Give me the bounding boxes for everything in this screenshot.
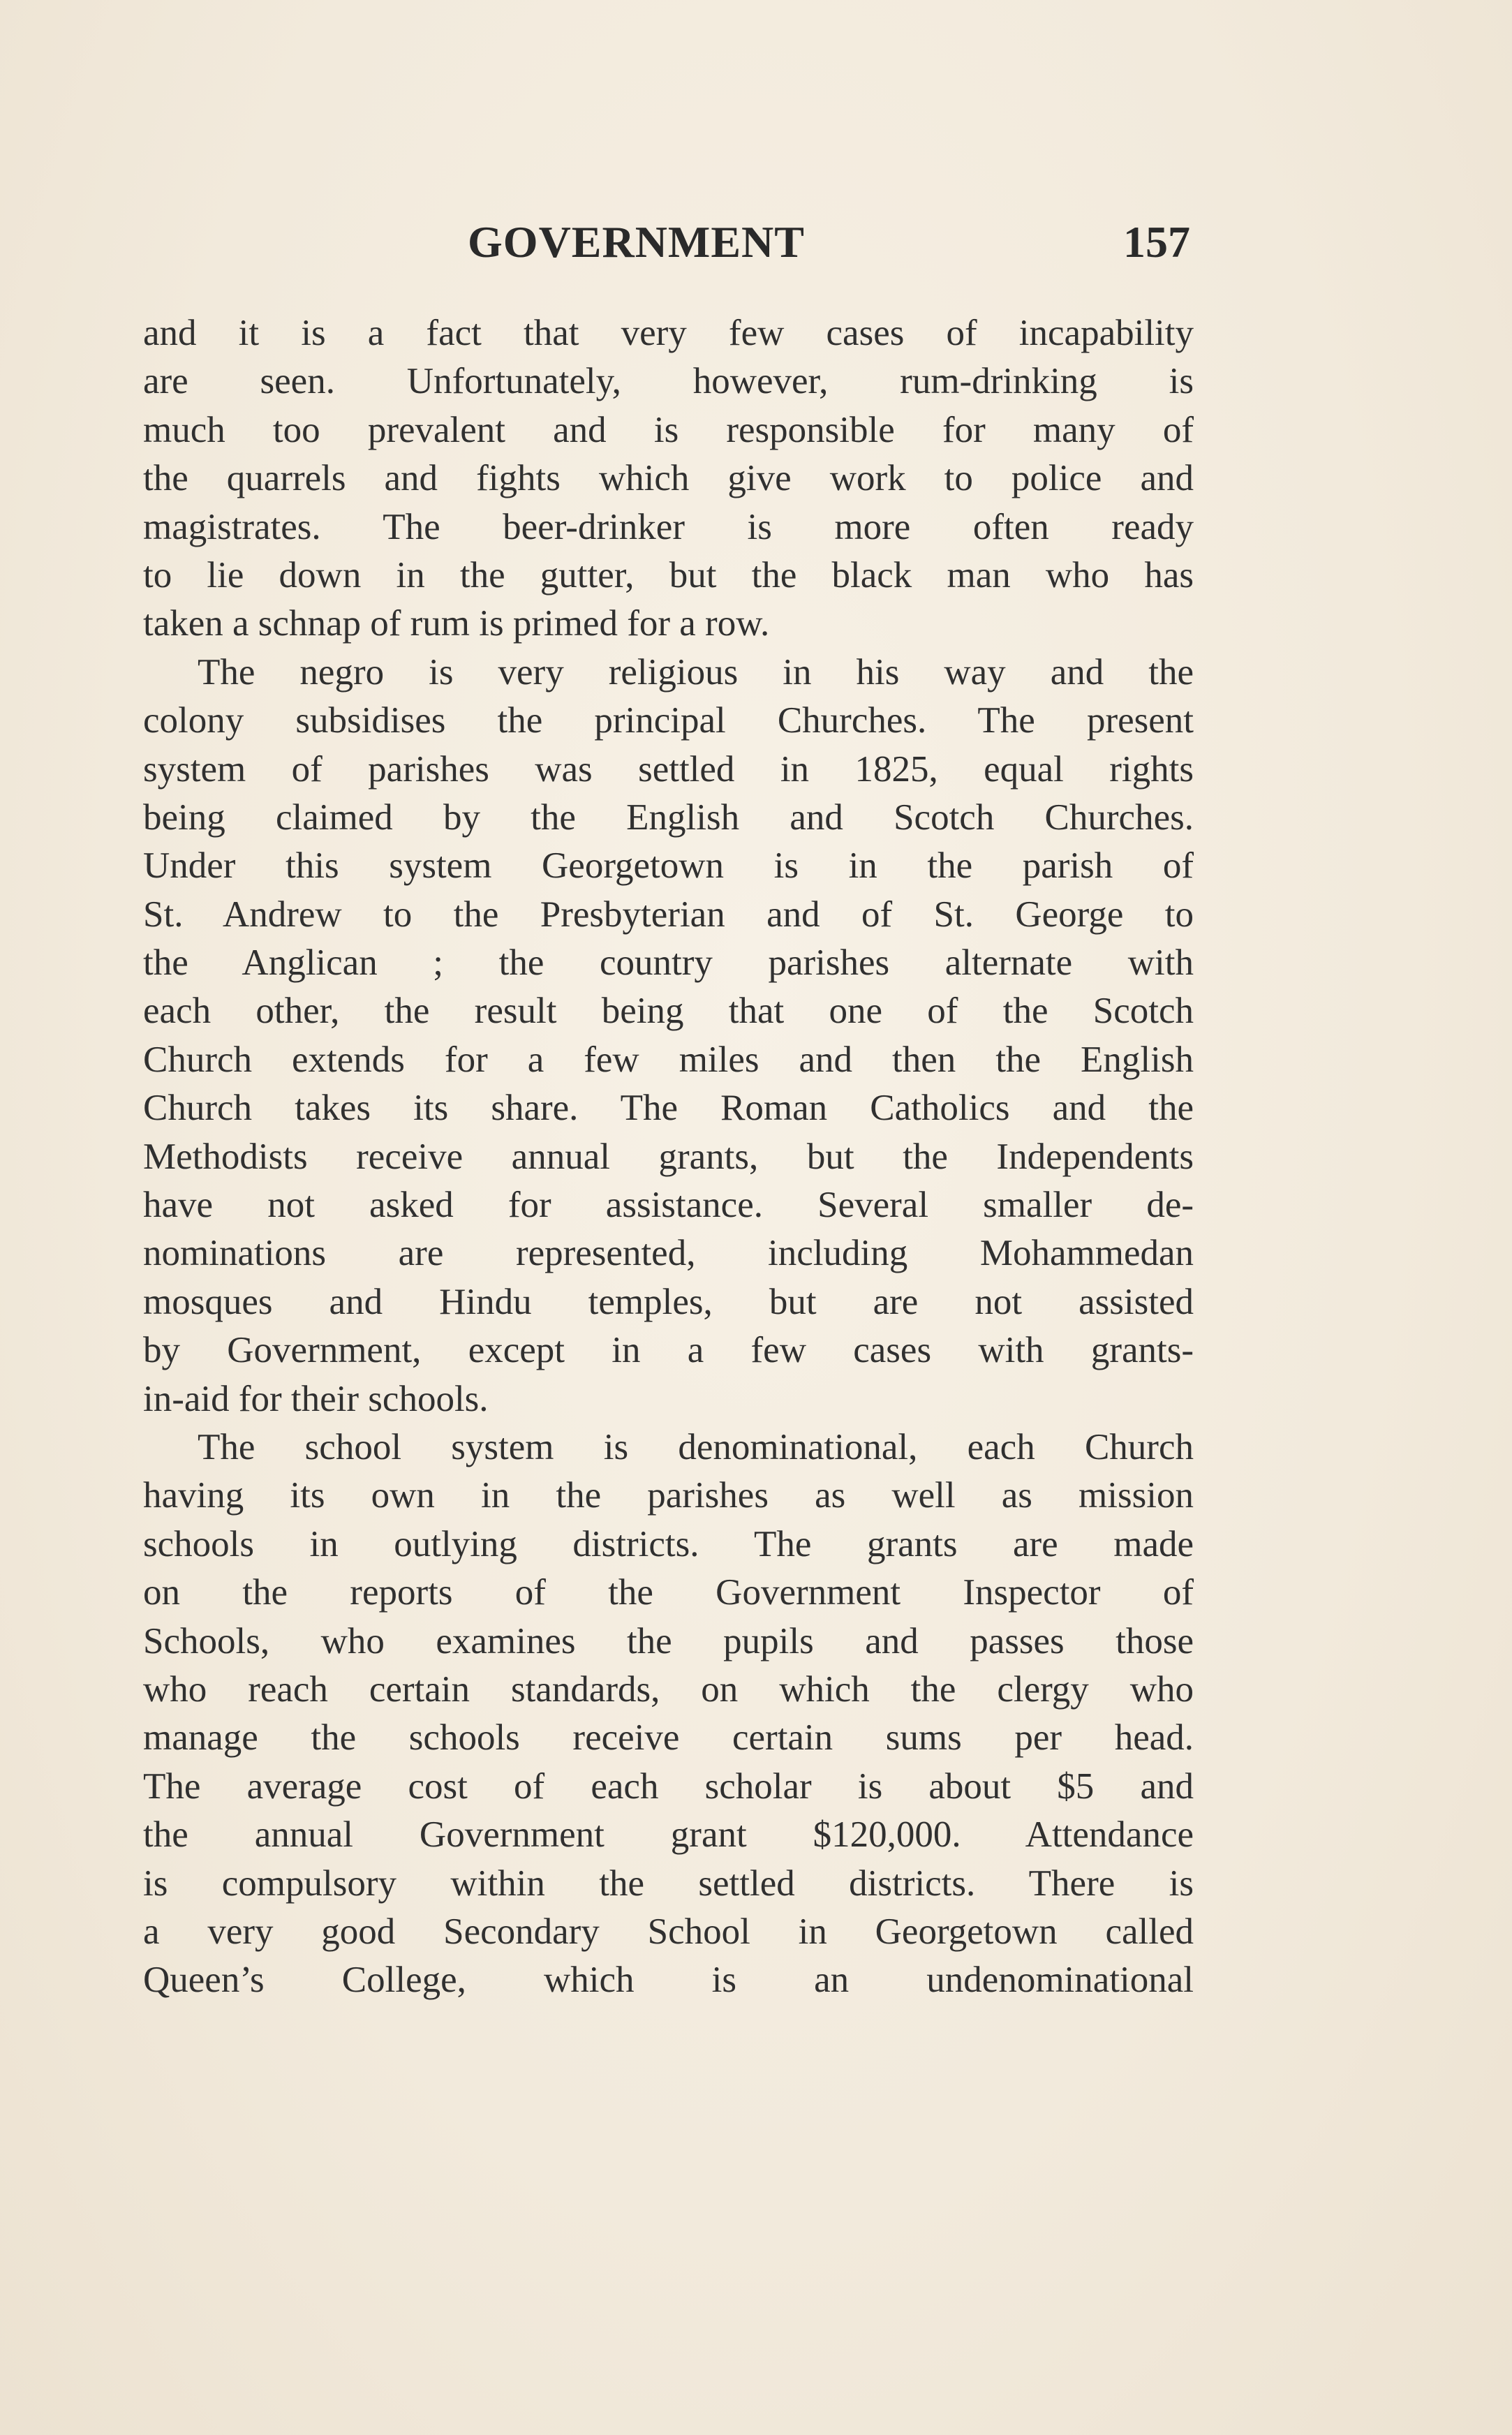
- text-line: a very good Secondary School in Georgetown called: [143, 1911, 1194, 1952]
- text-line: on the reports of the Government Inspector of: [143, 1572, 1194, 1613]
- text-line: in-aid for their schools.: [143, 1378, 489, 1419]
- text-line: to lie down in the gutter, but the black man who has: [143, 554, 1194, 595]
- text-line: Under this system Georgetown is in the parish of: [143, 845, 1194, 887]
- text-line: magistrates. The beer-drinker is more often ready: [143, 506, 1194, 547]
- text-line: Church takes its share. The Roman Catholics and the: [143, 1088, 1194, 1129]
- paragraph-3: [143, 1423, 1194, 2005]
- text-line: Church extends for a few miles and then the English: [143, 1039, 1194, 1080]
- text-line: The negro is very religious in his way and the: [198, 651, 1194, 693]
- text-line: who reach certain standards, on which the clergy who: [143, 1668, 1194, 1710]
- text-line: each other, the result being that one of the Scotch: [143, 991, 1194, 1032]
- text-line: much too prevalent and is responsible for many of: [143, 409, 1194, 450]
- text-line: taken a schnap of rum is primed for a row.: [143, 603, 770, 644]
- text-line: schools in outlying districts. The grants are made: [143, 1523, 1194, 1564]
- text-line: having its own in the parishes as well as mission: [143, 1475, 1194, 1516]
- text-line: The school system is denominational, each Church: [198, 1426, 1194, 1467]
- text-line: Schools, who examines the pupils and passes those: [143, 1620, 1194, 1661]
- body-text: [143, 309, 1194, 2005]
- page-header: [143, 209, 1190, 272]
- running-head: GOVERNMENT: [468, 217, 805, 267]
- text-line: colony subsidises the principal Churches. The present: [143, 700, 1194, 741]
- text-line: being claimed by the English and Scotch Churches.: [143, 797, 1194, 838]
- text-line: by Government, except in a few cases with grants-: [143, 1330, 1194, 1371]
- page-number: 157: [1123, 217, 1190, 267]
- text-line: mosques and Hindu temples, but are not assisted: [143, 1281, 1194, 1322]
- text-line: St. Andrew to the Presbyterian and of St. George to: [143, 894, 1194, 935]
- text-line: Methodists receive annual grants, but the Independents: [143, 1136, 1194, 1177]
- text-line: are seen. Unfortunately, however, rum-drinking is: [143, 361, 1194, 402]
- text-line: the annual Government grant $120,000. Attendance: [143, 1814, 1194, 1856]
- text-line: The average cost of each scholar is about $5 and: [143, 1766, 1194, 1807]
- text-line: nominations are represented, including Mohammedan: [143, 1233, 1194, 1274]
- text-line: the Anglican ; the country parishes alternate with: [143, 942, 1194, 984]
- text-line: is compulsory within the settled districts. There is: [143, 1863, 1194, 1904]
- text-line: and it is a fact that very few cases of incapability: [143, 313, 1194, 353]
- text-line: Queen’s College, which is an undenominational: [143, 1960, 1194, 2001]
- text-line: system of parishes was settled in 1825, equal rights: [143, 748, 1194, 790]
- text-line: the quarrels and fights which give work to police and: [143, 458, 1194, 499]
- text-line: have not asked for assistance. Several smaller de-: [143, 1185, 1194, 1226]
- text-line: manage the schools receive certain sums per head.: [143, 1717, 1194, 1759]
- paragraph-2: [143, 649, 1194, 1423]
- paragraph-1: [143, 309, 1194, 649]
